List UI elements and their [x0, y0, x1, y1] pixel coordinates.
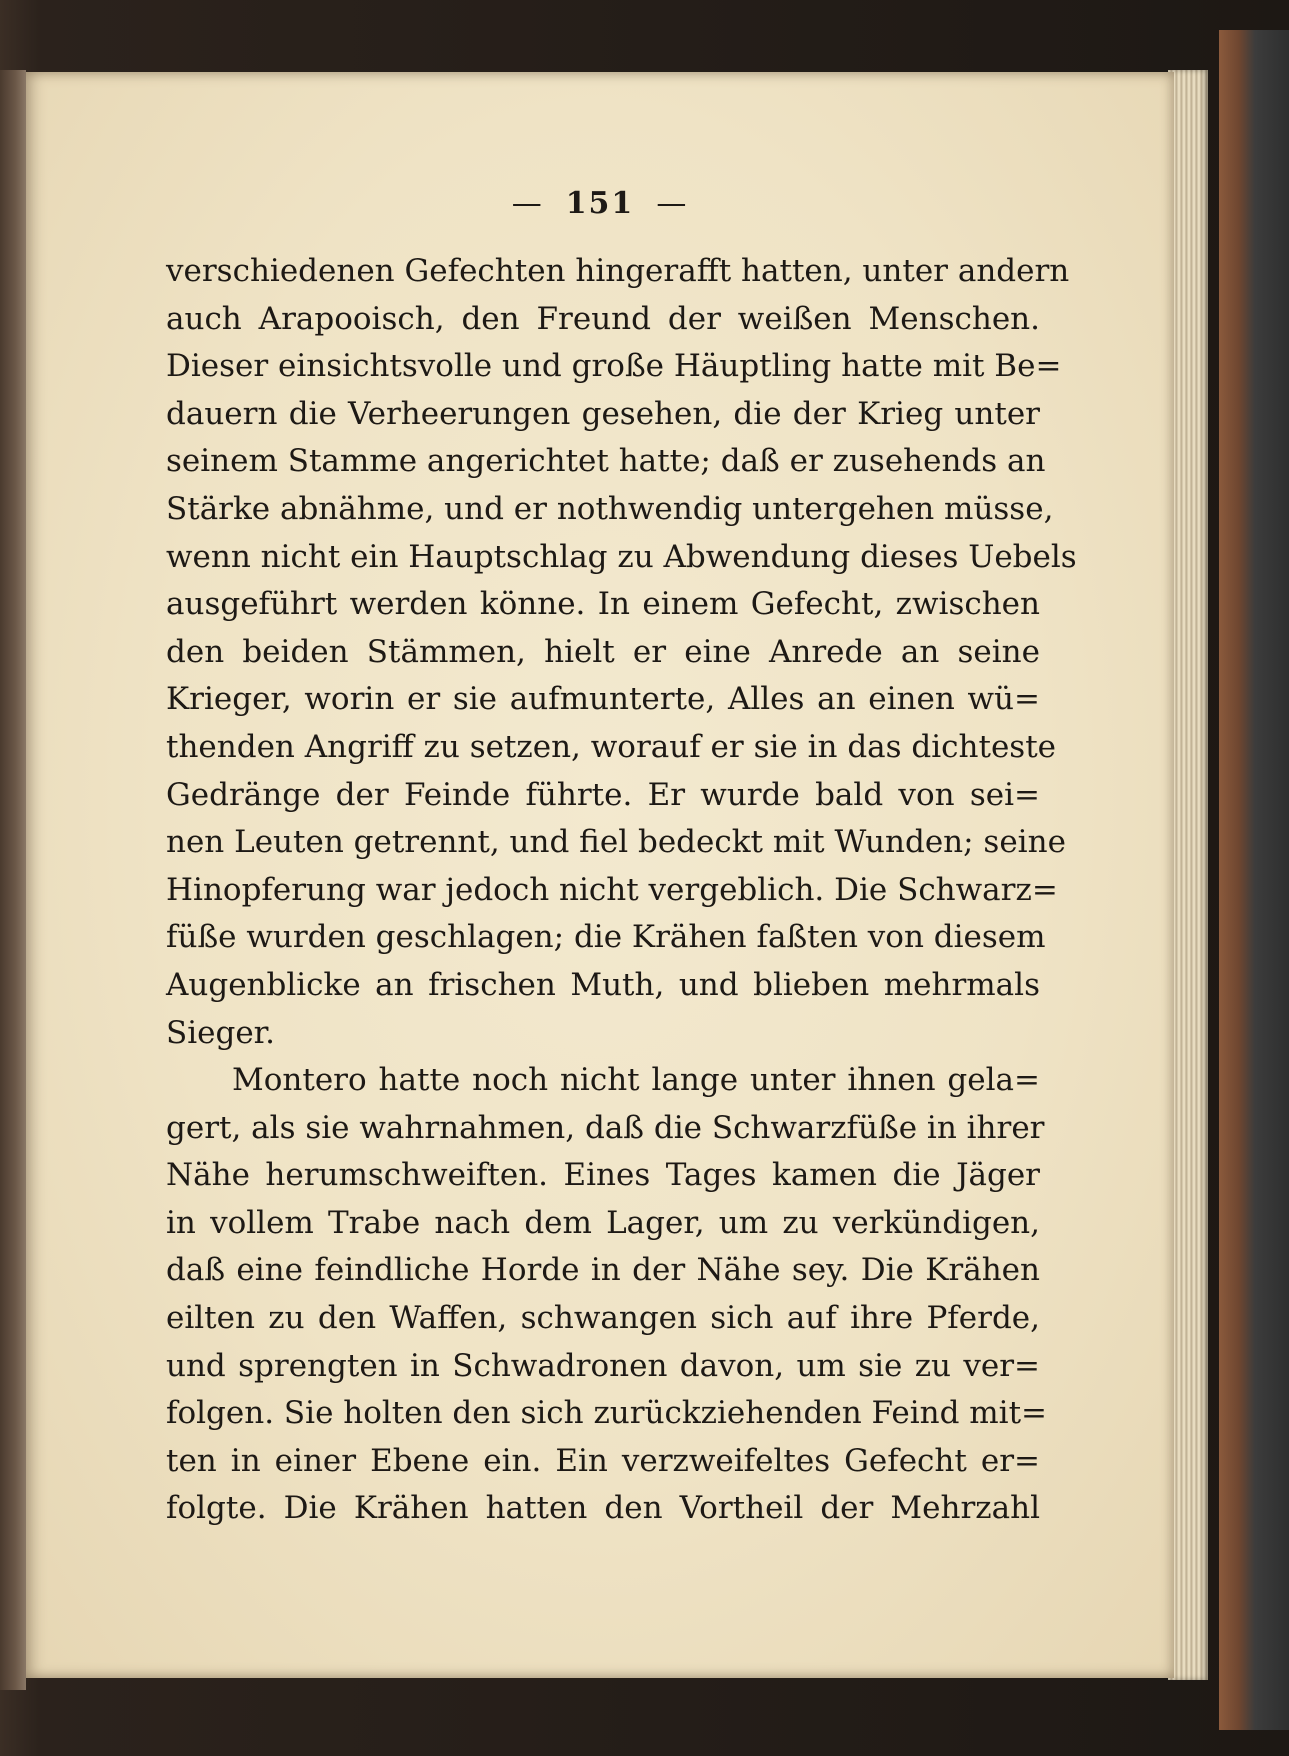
- text-line: wenn nicht ein Hauptschlag zu Abwendung dieses Uebels: [166, 538, 1077, 575]
- right-book-cover: [1219, 30, 1289, 1730]
- text-line: dauern die Verheerungen gesehen, die der Krieg unter: [166, 395, 1040, 432]
- text-line: ausgeführt werden könne. In einem Gefecht, zwischen: [166, 586, 1040, 623]
- page-body-text: [166, 248, 1077, 1533]
- text-line: in vollem Trabe nach dem Lager, um zu verkündigen,: [166, 1204, 1040, 1241]
- text-line: füße wurden geschlagen; die Krähen faßten von diesem: [166, 919, 1046, 956]
- text-line: verschiedenen Gefechten hingerafft hatten, unter andern: [166, 253, 1070, 289]
- text-line: daß eine feindliche Horde in der Nähe sey. Die Krähen: [166, 1252, 1040, 1289]
- text-line: thenden Angriff zu setzen, worauf er sie in das dichteste: [166, 728, 1057, 765]
- text-line: folgte. Die Krähen hatten den Vortheil der Mehrzahl: [166, 1490, 1040, 1527]
- text-line: nen Leuten getrennt, und fiel bedeckt mit Wunden; seine: [166, 824, 1066, 861]
- text-line: und sprengten in Schwadronen davon, um sie zu ver=: [166, 1347, 1040, 1384]
- text-line: auch Arapooisch, den Freund der weißen Menschen.: [166, 300, 1040, 337]
- page-number: 151: [565, 186, 635, 221]
- left-book-cover: [0, 70, 26, 1690]
- text-line: Gedränge der Feinde führte. Er wurde bald von sei=: [166, 776, 1040, 813]
- text-line: Hinopferung war jedoch nicht vergeblich. Die Schwarz=: [166, 871, 1058, 908]
- paragraph-start-line: Montero hatte noch nicht lange unter ihnen gela=: [232, 1062, 1040, 1099]
- text-line: Dieser einsichtsvolle und große Häuptling hatte mit Be=: [166, 348, 1062, 385]
- text-line: eilten zu den Waffen, schwangen sich auf ihre Pferde,: [166, 1300, 1040, 1337]
- page-edges: [1168, 70, 1208, 1680]
- text-line: seinem Stamme angerichtet hatte; daß er zusehends an: [166, 443, 1046, 480]
- header-dash-right: —: [656, 186, 689, 221]
- text-line: Krieger, worin er sie aufmunterte, Alles an einen wü=: [166, 681, 1040, 718]
- text-line: Augenblicke an frischen Muth, und blieben mehrmals: [166, 966, 1040, 1003]
- text-line: Nähe herumschweiften. Eines Tages kamen die Jäger: [166, 1157, 1040, 1194]
- paragraph-end-line: Sieger.: [166, 1014, 275, 1051]
- header-dash-left: —: [511, 186, 544, 221]
- text-line: ten in einer Ebene ein. Ein verzweifeltes Gefecht er=: [166, 1442, 1040, 1479]
- book-page: [26, 72, 1174, 1678]
- text-line: Stärke abnähme, und er nothwendig untergehen müsse,: [166, 490, 1054, 527]
- text-line: gert, als sie wahrnahmen, daß die Schwarzfüße in ihrer: [166, 1109, 1045, 1146]
- text-line: folgen. Sie holten den sich zurückziehenden Feind mit=: [166, 1395, 1048, 1432]
- page-header: [26, 186, 1174, 221]
- text-line: den beiden Stämmen, hielt er eine Anrede an seine: [166, 633, 1040, 670]
